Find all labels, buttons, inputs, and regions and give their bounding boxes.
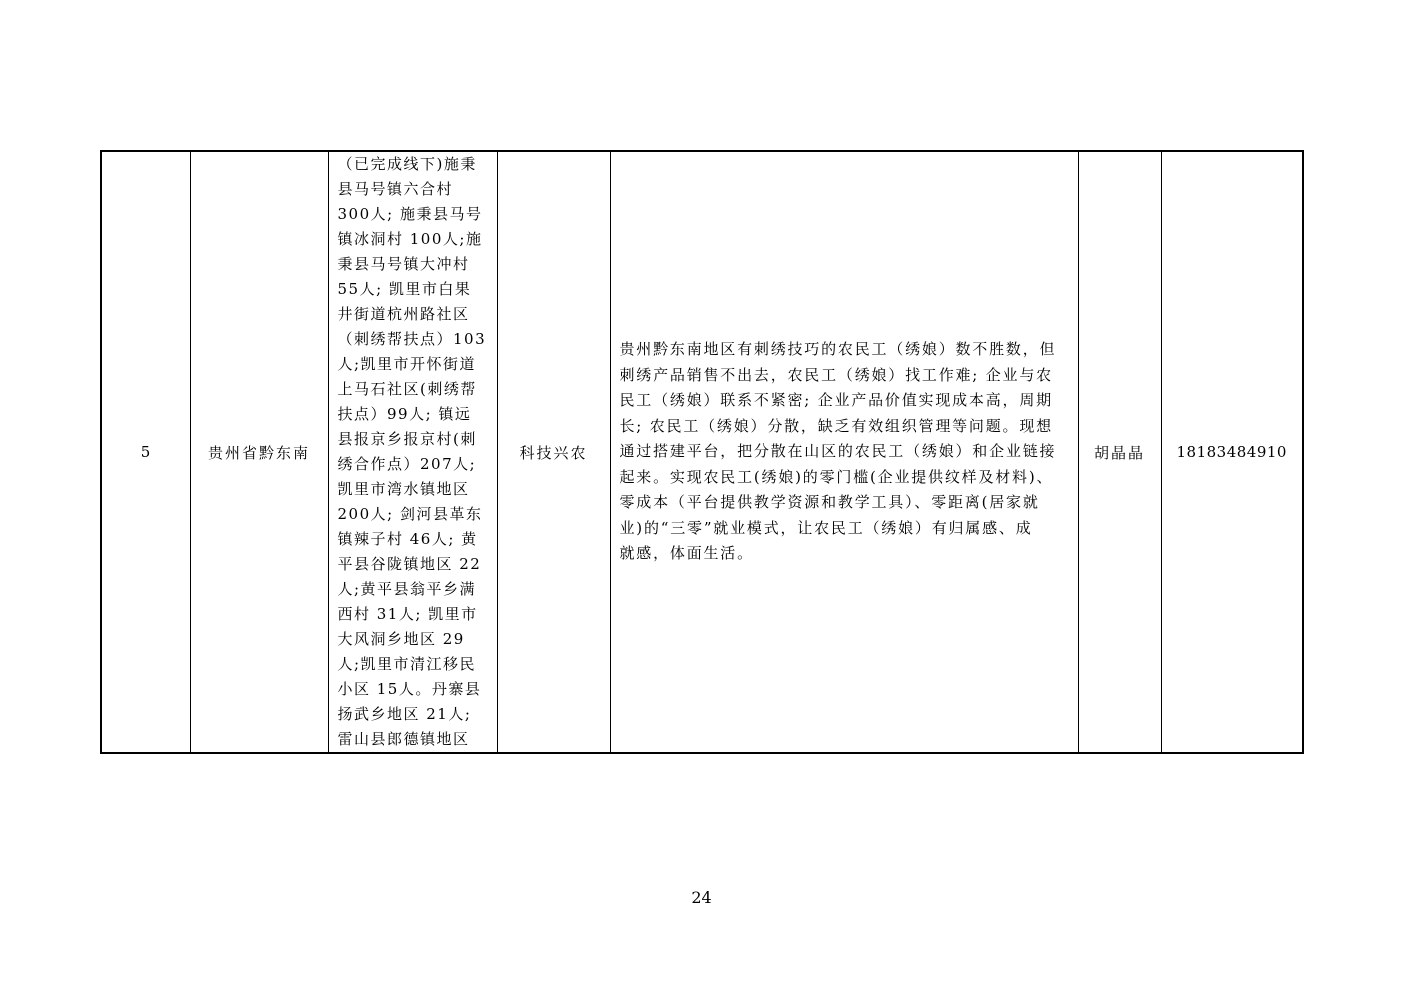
location-line: 人;黄平县翁平乡满: [337, 580, 477, 598]
location-line: 凯里市湾水镇地区: [337, 480, 470, 498]
description-cell: [610, 151, 1078, 753]
contact-cell: [1078, 151, 1161, 753]
location-line: 雷山县郎德镇地区: [337, 730, 470, 748]
location-line: 扶点）99人; 镇远: [337, 405, 472, 423]
location-line: 镇辣子村 46人; 黄: [337, 530, 478, 548]
row-index-cell: [101, 151, 190, 753]
description-line: 长; 农民工（绣娘）分散，缺乏有效组织管理等问题。现想: [619, 416, 1053, 435]
location-line: 县马号镇六合村: [337, 180, 454, 198]
location-line: （已完成线下)施秉: [337, 155, 477, 173]
description-line: 零成本（平台提供教学资源和教学工具）、零距离(居家就: [619, 493, 1040, 512]
location-line: 镇冰洞村 100人;施: [337, 230, 483, 248]
location-line: 300人; 施秉县马号: [337, 205, 483, 223]
description-line: 民工（绣娘）联系不紧密; 企业产品价值实现成本高，周期: [619, 391, 1053, 410]
region-cell: [190, 151, 328, 753]
description-line: 起来。实现农民工(绣娘)的零门槛(企业提供纹样及材料)、: [619, 467, 1054, 486]
location-line: 上马石社区(刺绣帮: [337, 380, 477, 398]
contact-name: 胡晶晶: [1093, 443, 1145, 462]
location-line: 秉县马号镇大冲村: [337, 255, 470, 273]
location-line: （刺绣帮扶点）103: [337, 330, 487, 348]
phone-cell: [1161, 151, 1303, 753]
location-line: 人;凯里市清江移民: [337, 655, 477, 673]
location-line: 扬武乡地区 21人;: [337, 705, 472, 723]
category-cell: [497, 151, 610, 753]
table-row: [101, 151, 1303, 753]
location-line: 200人; 剑河县革东: [337, 505, 483, 523]
description-line: 业)的“三零”就业模式，让农民工（绣娘）有归属感、成: [619, 518, 1033, 537]
location-line: 县报京乡报京村(刺: [337, 430, 477, 448]
location-line: 西村 31人; 凯里市: [337, 605, 478, 623]
location-line: 井街道杭州路社区: [337, 305, 470, 323]
row-index: 5: [140, 443, 151, 461]
description-line: 贵州黔东南地区有刺绣技巧的农民工（绣娘）数不胜数，但: [619, 340, 1057, 359]
project-table: [100, 150, 1304, 754]
location-line: 55人; 凯里市白果: [337, 280, 472, 298]
page-number: 24: [691, 888, 712, 907]
location-line: 人;凯里市开怀街道: [337, 355, 477, 373]
region-text: 贵州省黔东南: [207, 443, 310, 462]
description-line: 刺绣产品销售不出去，农民工（绣娘）找工作难; 企业与农: [619, 365, 1053, 384]
phone-number: 18183484910: [1176, 443, 1287, 461]
location-line: 大风洞乡地区 29: [337, 630, 465, 648]
location-line: 平县谷陇镇地区 22: [337, 555, 482, 573]
description-line: 通过搭建平台，把分散在山区的农民工（绣娘）和企业链接: [619, 442, 1057, 461]
description-line: 就感，体面生活。: [619, 544, 754, 563]
location-cell: [328, 151, 497, 753]
location-line: 小区 15人。丹寨县: [337, 680, 482, 698]
category-text: 科技兴农: [519, 443, 588, 462]
location-line: 绣合作点）207人;: [337, 455, 477, 473]
